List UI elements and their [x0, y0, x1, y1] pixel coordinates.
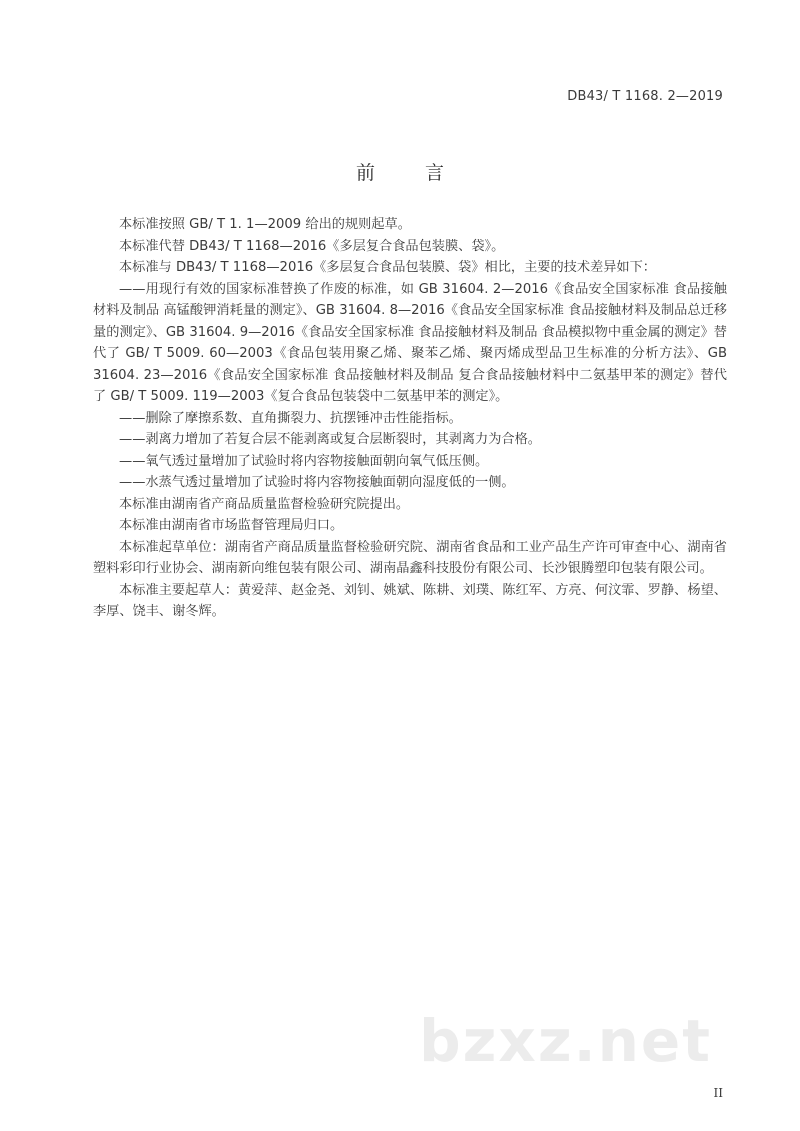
paragraph-centralized-by: 本标准由湖南省市场监督管理局归口。: [119, 518, 344, 533]
paragraph-drafting-units: 本标准起草单位：湖南省产商品质量监督检验研究院、湖南省食品和工业产品生产许可审查中心、湖南省塑料彩印行业协会、湖南新向维包装有限公司、湖南晶鑫科技股份有限公司、长沙银腾塑印包装有限公司。: [93, 539, 727, 576]
paragraph-differences-intro: 本标准与 DB43/ T 1168—2016《多层复合食品包装膜、袋》相比，主要的技术差异如下：: [119, 260, 656, 275]
page-title: 前 言: [355, 162, 467, 184]
paragraph-difference-peel: ——剥离力增加了若复合层不能剥离或复合层断裂时，其剥离力为合格。: [119, 432, 541, 447]
paragraph-drafters: 本标准主要起草人：黄爱萍、赵金尧、刘钊、姚斌、陈耕、刘璞、陈红军、方亮、何汶霏、罗静、杨望、李厚、饶丰、谢冬辉。: [93, 582, 727, 619]
paragraph-drafting-rules: 本标准按照 GB/ T 1. 1—2009 给出的规则起草。: [119, 217, 411, 232]
paragraph-proposed-by: 本标准由湖南省产商品质量监督检验研究院提出。: [119, 496, 410, 512]
page-number: II: [713, 1086, 723, 1100]
paragraph-difference-standards: ——用现行有效的国家标准替换了作废的标准，如 GB 31604. 2—2016《食品安全国家标准 食品接触材料及制品 高锰酸钾消耗量的测定》、GB 31604. 8—2016《食品安全国家标准 食品接触材料及制品总迁移量的测定》、GB 31604. 9—2016《食品安全国家标准 食品接触材料及制品 食品模拟物中重金属的测定》替代了 GB/ T 5009. 60—2003《食品包装用聚乙烯、聚苯乙烯、聚丙烯成型品卫生标准的分析方法》、GB 31604. 23—2016《食品安全国家标准 食品接触材料及制品 复合食品接触材料中二氨基甲苯的测定》替代了 GB/ T 5009. 119—2003《复合食品包装袋中二氨基甲苯的测定》。: [93, 281, 727, 404]
paragraph-difference-vapor: ——水蒸气透过量增加了试验时将内容物接触面朝向湿度低的一侧。: [119, 475, 515, 490]
paragraph-replaces: 本标准代替 DB43/ T 1168—2016《多层复合食品包装膜、袋》。: [119, 238, 505, 254]
watermark-text: bzxz.net: [419, 1007, 712, 1075]
paragraph-difference-oxygen: ——氧气透过量增加了试验时将内容物接触面朝向氧气低压侧。: [119, 453, 489, 469]
foreword-body: [93, 214, 727, 623]
paragraph-difference-removed: ——删除了摩擦系数、直角撕裂力、抗摆锤冲击性能指标。: [119, 410, 462, 426]
document-code: DB43/ T 1168. 2—2019: [567, 89, 723, 104]
